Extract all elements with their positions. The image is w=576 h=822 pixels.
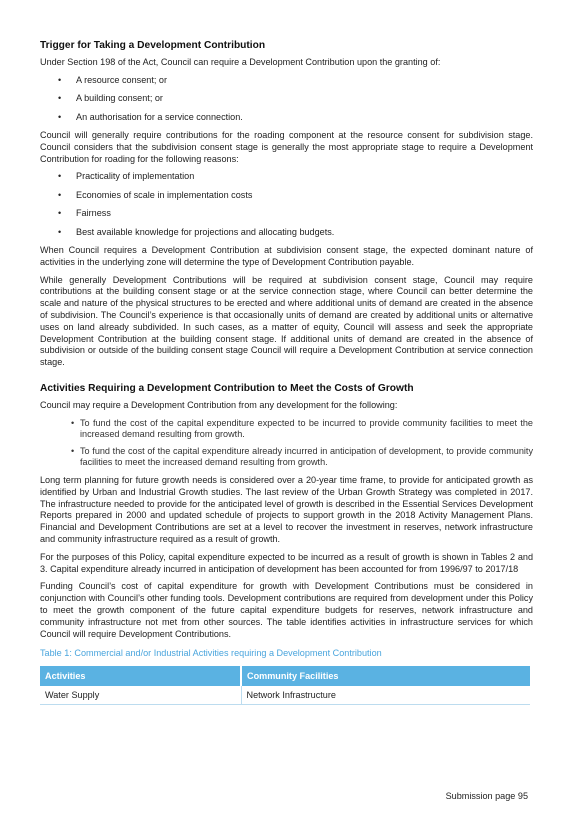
table-header-cell: Community Facilities [241, 666, 530, 686]
list-item: • An authorisation for a service connection. [40, 112, 533, 124]
paragraph: Long term planning for future growth needs is considered over a 20-year time frame, to provide for anticipated growth as identified by Urban and Industrial Growth studies. The last review of the Urban Growth Strategy was completed in 2017. The infrastructure needed to provide for the anticipated level of growth is described in the Essential Services Development Reports prepared in 2000 and updated schedule of projects to support growth in the 2018 Activity Management Plans. Financial and Development Contributions are set at a level to recover the investment in reserves, network infrastructure and community infrastructure required as a result of growth. [40, 475, 533, 545]
document-page [40, 40, 533, 705]
list-item: • Economies of scale in implementation costs [40, 190, 533, 202]
paragraph: For the purposes of this Policy, capital expenditure expected to be incurred as a result of growth is shown in Tables 2 and 3. Capital expenditure already incurred in anticipation of development has been accounted for from 1996/97 to 2017/18 [40, 551, 533, 574]
table-header-cell: Activities [40, 666, 241, 686]
reason-list [40, 171, 533, 238]
table-header-row [40, 666, 530, 686]
table-cell: Water Supply [40, 686, 241, 705]
paragraph: Council may require a Development Contribution from any development for the following: [40, 399, 398, 410]
list-item: • Best available knowledge for projections and allocating budgets. [40, 227, 533, 239]
list-item: • A resource consent; or [40, 75, 533, 87]
table-row [40, 686, 530, 705]
paragraph: Funding Council’s cost of capital expenditure for growth with Development Contributions must be considered in conjunction with Council’s other funding tools. Development contributions are required from development under this Policy to meet the growth component of the future capital expenditure budgets for reserves, network infrastructure and community infrastructure not met from other sources. The table identifies activities in infrastructure services for which Council will require Development Contributions. [40, 581, 533, 639]
list-item: • A building consent; or [40, 93, 533, 105]
section-heading-trigger: Trigger for Taking a Development Contribution [40, 40, 266, 51]
paragraph: Council will generally require contributions for the roading component at the resource consent for subdivision stage. Council considers that the subdivision consent stage is generally the most appropriate stage to require a Development Contribution for roading for the following reasons: [40, 129, 533, 164]
section-heading-activities: Activities Requiring a Development Contribution to Meet the Costs of Growth [40, 382, 414, 394]
purpose-list [40, 418, 533, 469]
activities-table [40, 666, 530, 705]
paragraph: Under Section 198 of the Act, Council can require a Development Contribution upon the granting of: [40, 57, 441, 67]
page-number: Submission page 95 [445, 791, 528, 801]
list-item: • Practicality of implementation [40, 171, 533, 183]
paragraph: When Council requires a Development Contribution at subdivision consent stage, the expected dominant nature of activities in the underlying zone will determine the type of Development Contribution payable. [40, 244, 533, 267]
consent-list [40, 75, 533, 124]
list-item: • Fairness [40, 208, 533, 220]
table-cell: Network Infrastructure [241, 686, 530, 705]
list-item: • To fund the cost of the capital expenditure expected to be incurred to provide community facilities to meet the increased demand resulting from growth. [40, 418, 533, 441]
paragraph: While generally Development Contributions will be required at subdivision consent stage, Council may require contributions at the building consent stage or at the service connection stage, where Council can better determine the scale and nature of the physical structures to be erected and where additional units of demand are created in the absence of subdivision. The Council’s experience is that occasionally units of demand are created by additional units or alternative uses on land already subdivided. In such cases, as a matter of equity, Council will assess and seek the appropriate Development Contribution at the building consent stage. If additional units of demand are created in the absence of subdivision or outside of the building consent stage Council will require a Development Contribution at service connection stage. [40, 274, 533, 368]
table-caption: Table 1: Commercial and/or Industrial Activities requiring a Development Contribution [40, 648, 382, 659]
list-item: • To fund the cost of the capital expenditure already incurred in anticipation of development, to provide community facilities to meet the increased demand resulting from growth. [40, 446, 533, 469]
